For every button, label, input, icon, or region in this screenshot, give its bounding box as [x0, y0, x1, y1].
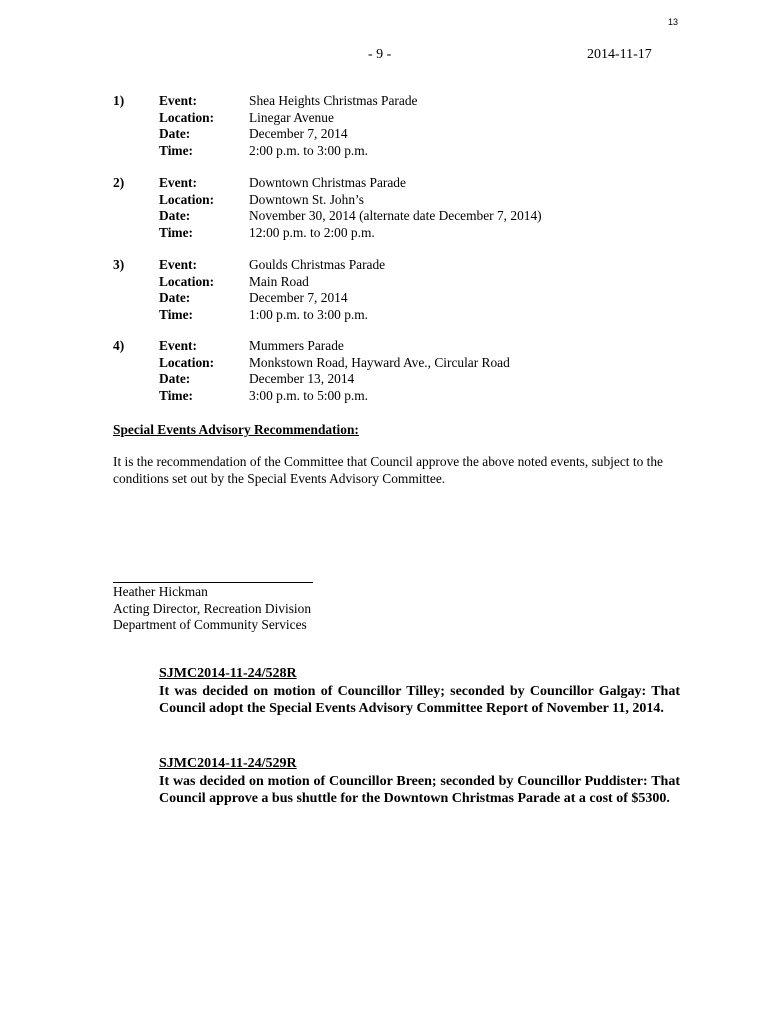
- date-row: [113, 290, 673, 307]
- event-block-3: [113, 257, 673, 323]
- event-label: Event:: [159, 175, 197, 190]
- signatory-name: Heather Hickman: [113, 584, 208, 599]
- location-row: [113, 192, 673, 209]
- location-label: Location:: [159, 191, 215, 207]
- event-row: [113, 257, 673, 274]
- recommendation-heading-colon: :: [354, 422, 359, 437]
- location-value: Monkstown Road, Hayward Ave., Circular Road: [249, 354, 510, 370]
- signature-block: [113, 584, 311, 634]
- date-label: Date:: [159, 208, 191, 223]
- time-value: 2:00 p.m. to 3:00 p.m.: [249, 142, 369, 158]
- time-value: 3:00 p.m. to 5:00 p.m.: [249, 387, 369, 403]
- recommendation-heading: [113, 422, 359, 438]
- event-row: [113, 175, 673, 192]
- event-number: 3): [113, 257, 125, 272]
- date-row: [113, 371, 673, 388]
- location-value: Downtown St. John’s: [249, 191, 364, 207]
- location-row: [113, 110, 673, 127]
- event-label: Event:: [159, 257, 197, 272]
- motion-529r: [159, 755, 680, 808]
- location-row: [113, 355, 673, 372]
- recommendation-text: It is the recommendation of the Committee that Council approve the above noted events, subject to the conditions set out by the Special Events Advisory Committee.: [113, 454, 663, 486]
- location-row: [113, 274, 673, 291]
- event-row: [113, 93, 673, 110]
- time-label: Time:: [159, 387, 193, 403]
- signatory-department: Department of Community Services: [113, 617, 307, 632]
- signature-line: [113, 570, 313, 583]
- page-marker: - 9 -: [368, 47, 392, 62]
- event-label: Event:: [159, 338, 197, 353]
- date-row: [113, 208, 673, 225]
- date-value: December 7, 2014: [249, 290, 348, 305]
- date-row: [113, 126, 673, 143]
- event-number: 1): [113, 93, 125, 108]
- date-label: Date:: [159, 290, 191, 305]
- date-value: December 7, 2014: [249, 126, 348, 141]
- motion-text: It was decided on motion of Councillor Tilley; seconded by Councillor Galgay: That Council adopt the Special Events Advisory Committee Report of November 11, 2014.: [159, 683, 680, 716]
- event-block-4: [113, 338, 673, 404]
- corner-page-number: 13: [668, 17, 679, 27]
- location-label: Location:: [159, 273, 215, 289]
- date-label: Date:: [159, 371, 191, 386]
- time-label: Time:: [159, 142, 193, 158]
- event-name: Mummers Parade: [249, 338, 344, 353]
- event-name: Goulds Christmas Parade: [249, 257, 386, 272]
- motion-text: It was decided on motion of Councillor Breen; seconded by Councillor Puddister: That Council approve a bus shuttle for the Downtown Christmas Parade at a cost of $5300.: [159, 773, 680, 806]
- event-number: 2): [113, 175, 125, 190]
- event-block-2: [113, 175, 673, 241]
- motion-528r: [159, 665, 680, 718]
- date-value: November 30, 2014 (alternate date December 7, 2014): [249, 208, 542, 223]
- event-name: Shea Heights Christmas Parade: [249, 93, 418, 108]
- event-row: [113, 338, 673, 355]
- event-label: Event:: [159, 93, 197, 108]
- motion-id: SJMC2014-11-24/528R: [159, 666, 297, 681]
- time-label: Time:: [159, 306, 193, 322]
- signatory-title: Acting Director, Recreation Division: [113, 600, 312, 616]
- time-row: [113, 388, 673, 405]
- location-value: Main Road: [249, 273, 309, 289]
- date-value: December 13, 2014: [249, 371, 355, 386]
- event-name: Downtown Christmas Parade: [249, 175, 406, 190]
- document-date: 2014-11-17: [587, 47, 652, 62]
- recommendation-heading-text: Special Events Advisory Recommendation: [113, 422, 355, 437]
- time-row: [113, 225, 673, 242]
- event-number: 4): [113, 338, 125, 353]
- time-value: 12:00 p.m. to 2:00 p.m.: [249, 224, 375, 240]
- time-label: Time:: [159, 224, 193, 240]
- time-row: [113, 307, 673, 324]
- event-block-1: [113, 93, 673, 159]
- location-label: Location:: [159, 354, 215, 370]
- location-value: Linegar Avenue: [249, 109, 334, 125]
- time-row: [113, 143, 673, 160]
- location-label: Location:: [159, 109, 215, 125]
- motion-id: SJMC2014-11-24/529R: [159, 756, 297, 771]
- time-value: 1:00 p.m. to 3:00 p.m.: [249, 306, 369, 322]
- date-label: Date:: [159, 126, 191, 141]
